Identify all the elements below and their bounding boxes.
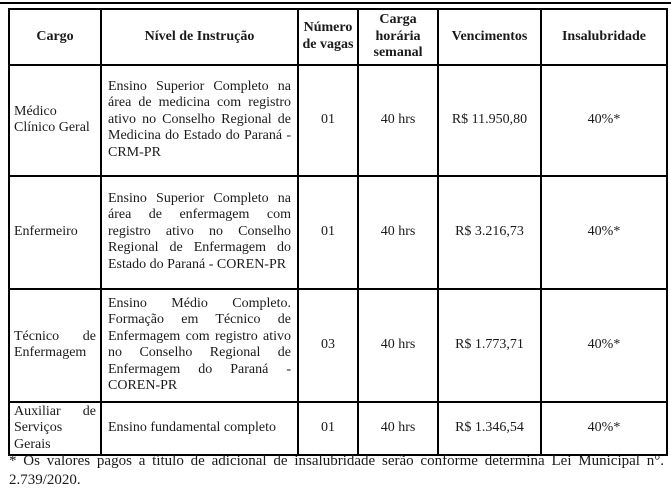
jobs-salary-table: [8, 8, 668, 456]
col-header-vencimentos: Vencimentos: [438, 9, 541, 65]
top-horizontal-rule: [0, 2, 671, 4]
cell-vencimentos: R$ 1.346,54: [438, 402, 541, 456]
cell-nivel-instrucao: Ensino Superior Completo na área de medicina com registro ativo no Conselho Regional de Medicina do Estado do Paraná - CRM-PR: [101, 65, 298, 176]
cell-insalubridade: 40%*: [541, 289, 667, 402]
table-row: [9, 402, 667, 456]
cell-vencimentos: R$ 1.773,71: [438, 289, 541, 402]
cell-insalubridade: 40%*: [541, 65, 667, 176]
cell-carga-horaria: 40 hrs: [358, 402, 438, 456]
col-header-numero-vagas: Número de vagas: [298, 9, 358, 65]
cell-vencimentos: R$ 11.950,80: [438, 65, 541, 176]
table-row: [9, 65, 667, 176]
cell-numero-vagas: 01: [298, 176, 358, 289]
cell-carga-horaria: 40 hrs: [358, 65, 438, 176]
cell-nivel-instrucao: Ensino fundamental completo: [101, 402, 298, 456]
cell-nivel-instrucao: Ensino Superior Completo na área de enfermagem com registro ativo no Conselho Regional de Enfermagem do Estado do Paraná - COREN-PR: [101, 176, 298, 289]
table-row: [9, 289, 667, 402]
cell-insalubridade: 40%*: [541, 176, 667, 289]
col-header-cargo: Cargo: [9, 9, 101, 65]
col-header-carga-horaria: Carga horária semanal: [358, 9, 438, 65]
cell-numero-vagas: 03: [298, 289, 358, 402]
cell-numero-vagas: 01: [298, 402, 358, 456]
cell-numero-vagas: 01: [298, 65, 358, 176]
col-header-insalubridade: Insalubridade: [541, 9, 667, 65]
col-header-nivel-instrucao: Nível de Instrução: [101, 9, 298, 65]
cell-cargo: Enfermeiro: [9, 176, 101, 289]
footnote-text: * Os valores pagos a título de adicional de insalubridade serão conforme determina Lei Municipal n°. 2.739/2020.: [9, 453, 664, 488]
cell-vencimentos: R$ 3.216,73: [438, 176, 541, 289]
table-row: [9, 176, 667, 289]
cell-cargo: Médico Clínico Geral: [9, 65, 101, 176]
cell-cargo: Técnico de Enfermagem: [9, 289, 101, 402]
cell-cargo: Auxiliar de Serviços Gerais: [9, 402, 101, 456]
cell-insalubridade: 40%*: [541, 402, 667, 456]
table-header-row: [9, 9, 667, 65]
cell-carga-horaria: 40 hrs: [358, 289, 438, 402]
cell-carga-horaria: 40 hrs: [358, 176, 438, 289]
cell-nivel-instrucao: Ensino Médio Completo. Formação em Técnico de Enfermagem com registro ativo no Conselho Regional de Enfermagem do Paraná - COREN-PR: [101, 289, 298, 402]
